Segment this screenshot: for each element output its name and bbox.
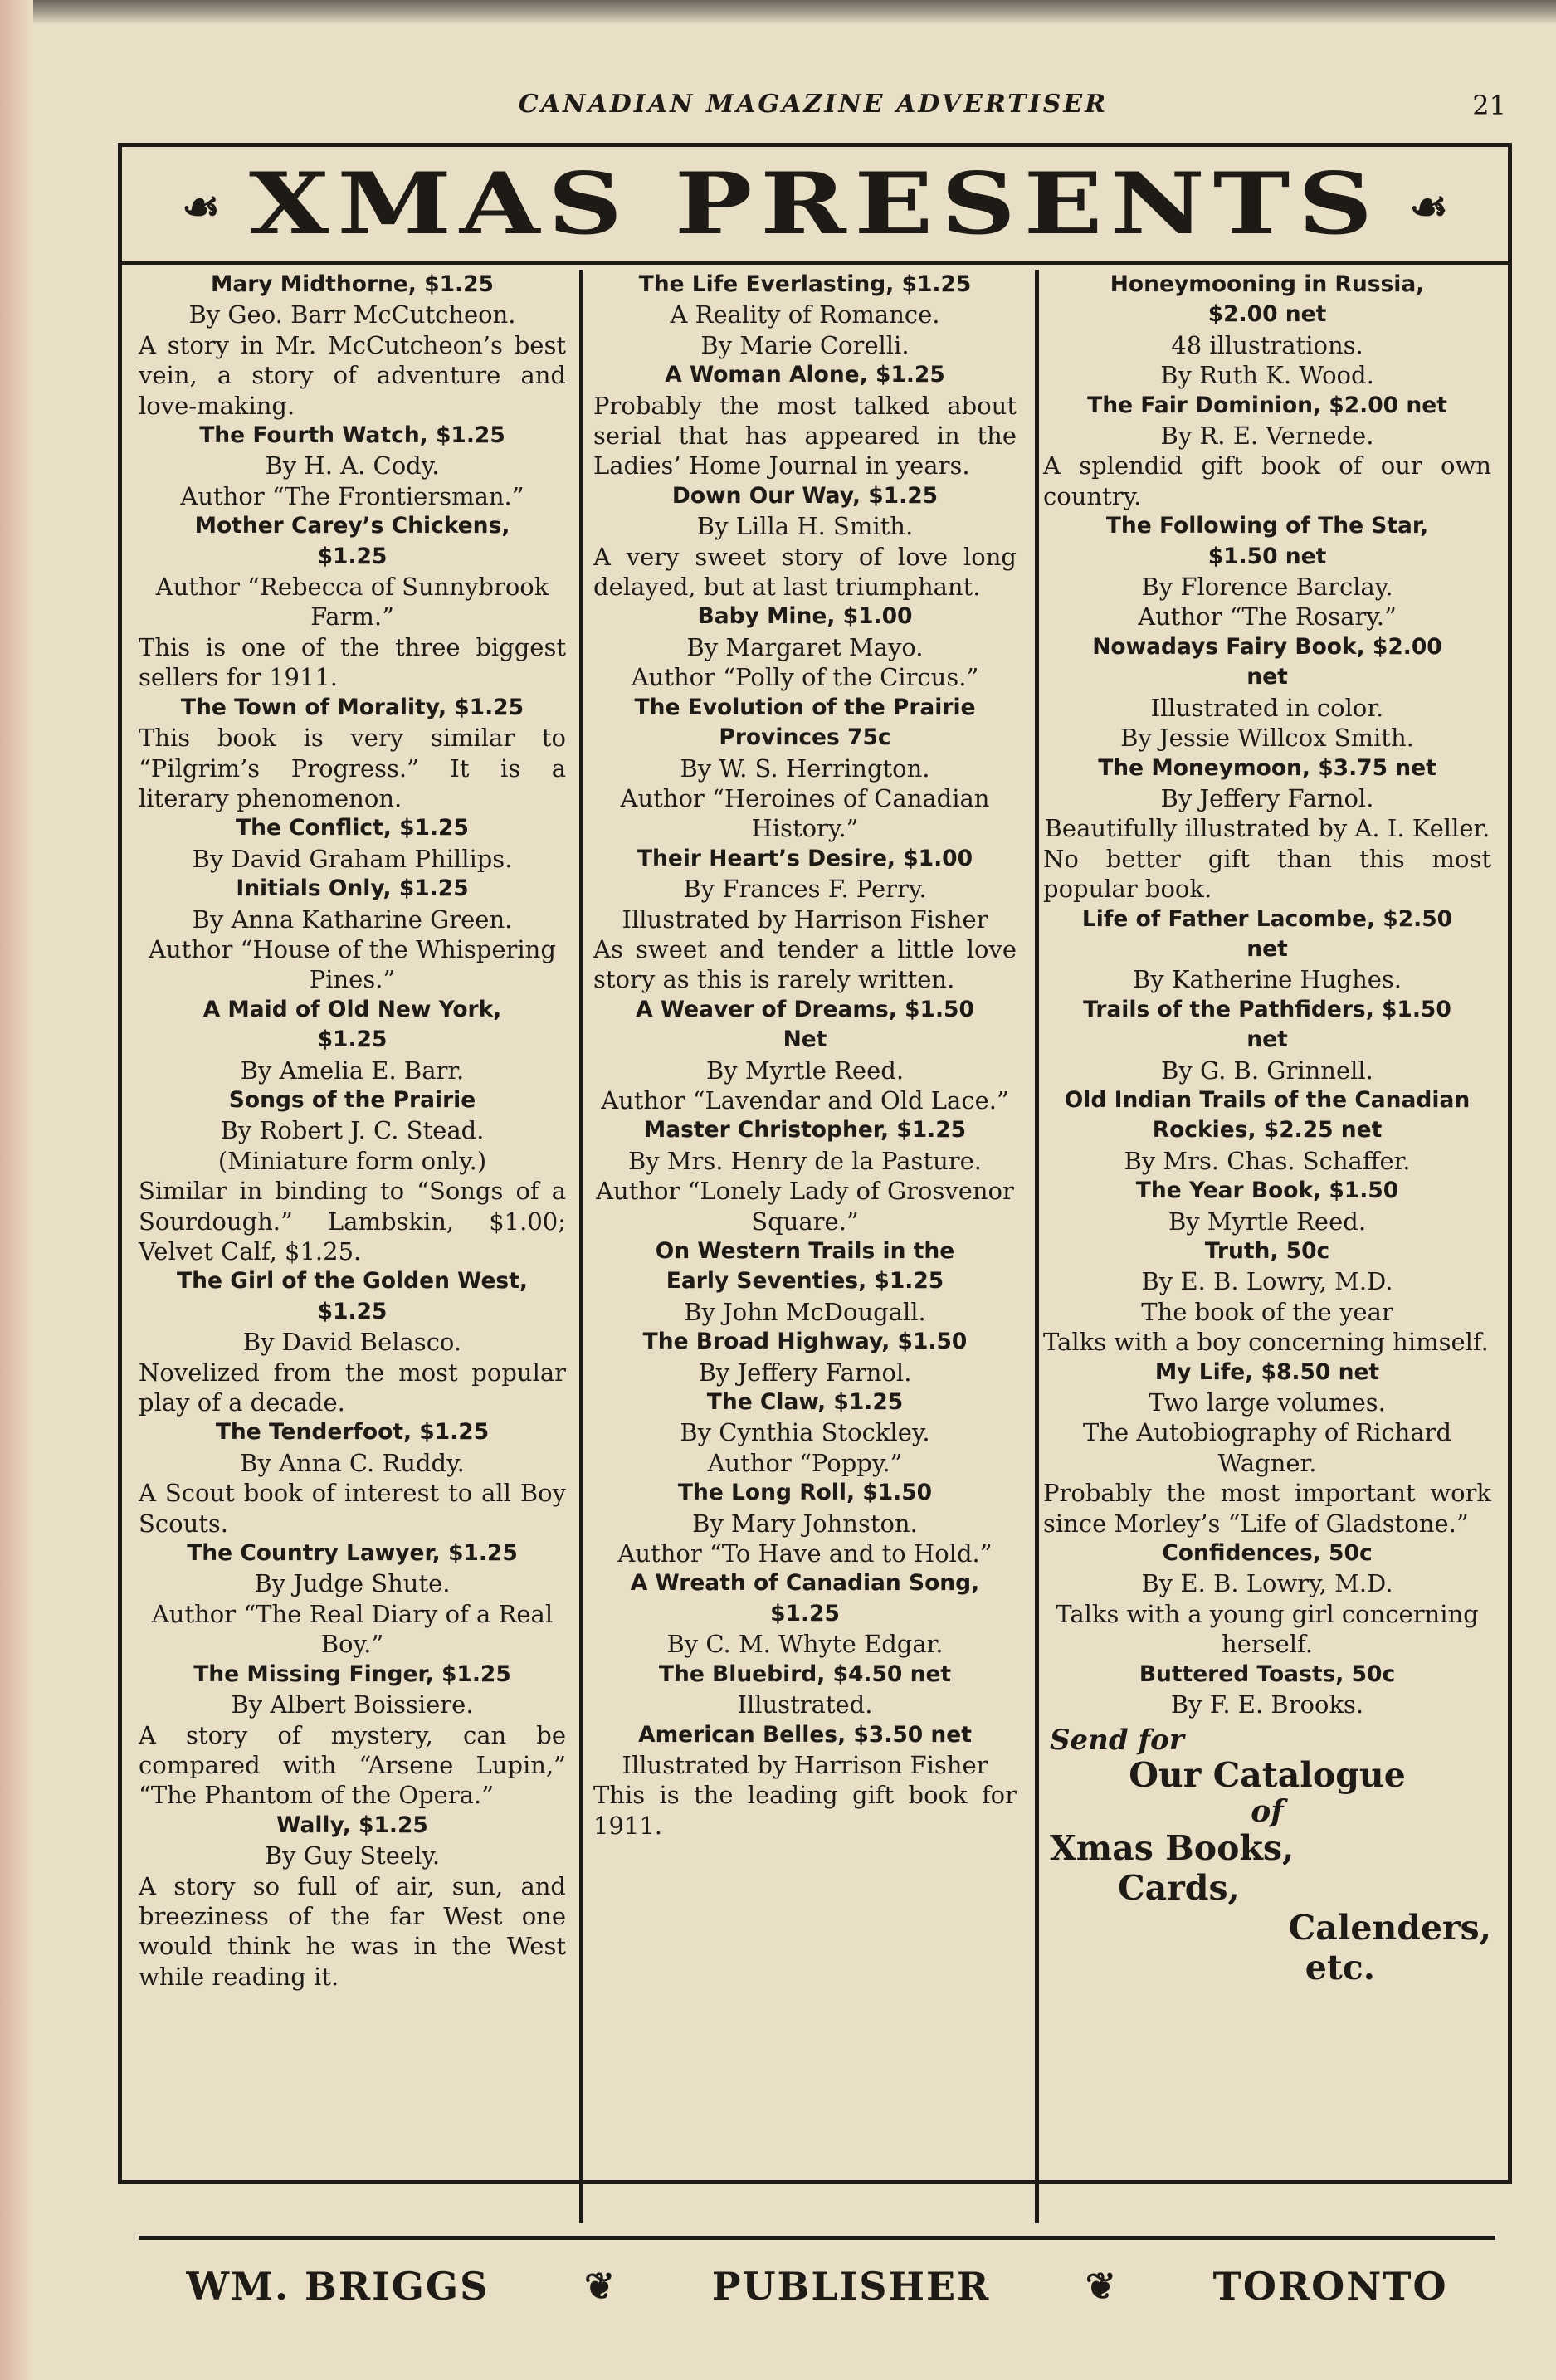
book-note: Illustrated by Harrison Fisher xyxy=(622,905,988,934)
book-author: By E. B. Lowry, M.D. xyxy=(1141,1569,1393,1598)
book-title: The Girl of the Golden West, xyxy=(177,1268,528,1295)
book-author: By Robert J. C. Stead. xyxy=(220,1116,485,1145)
page-binding-edge xyxy=(0,0,33,2380)
page-top-edge xyxy=(0,0,1556,25)
book-title: American Belles, $3.50 net xyxy=(638,1721,972,1748)
book-description: This book is very similar to “Pilgrim’s Progress.” It is a literary phenomenon. xyxy=(139,724,566,812)
book-entry xyxy=(593,844,1017,995)
book-entry xyxy=(1043,1539,1491,1660)
book-author: By E. B. Lowry, M.D. xyxy=(1141,1267,1393,1296)
book-entry xyxy=(1043,905,1491,995)
book-description: A story so full of air, sun, and breeziness of the far West one would think he was in the West while reading it. xyxy=(139,1871,566,1991)
book-title: Mary Midthorne, $1.25 xyxy=(210,271,494,297)
book-entry xyxy=(1043,1085,1491,1176)
book-title: The Following of The Star, xyxy=(1105,513,1429,539)
book-note: Author “House of the Whispering Pines.” xyxy=(149,934,556,994)
book-entry xyxy=(139,1539,566,1660)
book-entry xyxy=(593,1327,1017,1388)
book-author: By R. E. Vernede. xyxy=(1160,422,1374,451)
book-title: Confidences, 50c xyxy=(1162,1540,1373,1567)
promo-line: Calenders, xyxy=(1288,1907,1491,1948)
book-author: By Lilla H. Smith. xyxy=(696,512,914,541)
book-author: By Mrs. Henry de la Pasture. xyxy=(627,1146,983,1175)
book-title: Trails of the Pathfiders, $1.50 xyxy=(1083,996,1451,1022)
promo-line: Cards, xyxy=(1118,1867,1240,1908)
catalogue-promo xyxy=(1043,1725,1491,1987)
book-title: A Weaver of Dreams, $1.50 xyxy=(636,996,974,1022)
book-column-2 xyxy=(593,270,1017,2216)
book-author: By Amelia E. Barr. xyxy=(240,1056,465,1085)
book-title: The Country Lawyer, $1.25 xyxy=(187,1540,518,1567)
book-entry xyxy=(593,360,1017,481)
publisher-footer xyxy=(139,2245,1495,2328)
book-author: By David Belasco. xyxy=(242,1328,462,1357)
book-note: The book of the year xyxy=(1141,1297,1393,1326)
book-entry xyxy=(139,693,566,814)
book-description: A splendid gift book of our own country. xyxy=(1043,451,1491,510)
book-title-continued: net xyxy=(1246,664,1288,690)
book-description: A very sweet story of love long delayed, but at last triumphant. xyxy=(593,542,1017,602)
book-description: Similar in binding to “Songs of a Sourdough.” Lambskin, $1.00; Velvet Calf, $1.25. xyxy=(139,1177,566,1266)
book-title-continued: $1.25 xyxy=(317,543,388,569)
book-note: Author “The Real Diary of a Real Boy.” xyxy=(151,1599,554,1659)
book-author: Illustrated by Harrison Fisher xyxy=(622,1750,988,1779)
book-entry xyxy=(139,995,566,1085)
book-note: Beautifully illustrated by A. I. Keller. xyxy=(1044,814,1490,843)
book-author: By Jeffery Farnol. xyxy=(698,1358,912,1387)
book-title: Down Our Way, $1.25 xyxy=(671,482,939,509)
book-author: By John McDougall. xyxy=(684,1297,926,1326)
book-entry xyxy=(593,995,1017,1116)
book-author: By Myrtle Reed. xyxy=(1168,1207,1367,1236)
book-title: Songs of the Prairie xyxy=(228,1086,476,1113)
book-author: By Anna Katharine Green. xyxy=(192,905,513,934)
promo-line: Xmas Books, xyxy=(1050,1827,1295,1868)
book-title: The Long Roll, $1.50 xyxy=(677,1480,933,1506)
book-note: Author “The Frontiersman.” xyxy=(180,481,524,510)
book-title: Nowadays Fairy Book, $2.00 xyxy=(1092,633,1442,660)
book-title: The Fourth Watch, $1.25 xyxy=(199,422,505,449)
book-author: Illustrated. xyxy=(737,1690,873,1719)
book-entry xyxy=(593,1568,1017,1659)
book-title: The Broad Highway, $1.50 xyxy=(642,1329,968,1355)
book-author: Illustrated in color. xyxy=(1150,693,1384,722)
book-title: Truth, 50c xyxy=(1204,1238,1330,1264)
book-entry xyxy=(139,511,566,692)
book-note: By Jessie Willcox Smith. xyxy=(1120,724,1414,753)
book-column-1 xyxy=(139,270,566,2216)
shamrock-ornament-icon: ☙ xyxy=(182,182,221,232)
book-note: Author “Lonely Lady of Grosvenor Square.” xyxy=(596,1177,1014,1236)
book-title: Wally, $1.25 xyxy=(276,1812,428,1838)
promo-line: etc. xyxy=(1305,1947,1375,1987)
book-title-continued: net xyxy=(1246,935,1288,962)
book-entry xyxy=(593,1660,1017,1720)
book-entry xyxy=(1043,754,1491,905)
book-note: Author “The Rosary.” xyxy=(1138,602,1397,632)
book-entry xyxy=(1043,1358,1491,1539)
book-entry xyxy=(593,602,1017,692)
promo-line: of xyxy=(1251,1793,1284,1829)
book-entry xyxy=(1043,632,1491,754)
book-title: The Bluebird, $4.50 net xyxy=(658,1661,952,1687)
book-title: The Town of Morality, $1.25 xyxy=(180,694,524,720)
book-entry xyxy=(1043,511,1491,632)
book-description: A story in Mr. McCutcheon’s best vein, a story of adventure and love-making. xyxy=(139,330,566,420)
book-description: Probably the most important work since Morley’s “Life of Gladstone.” xyxy=(1043,1479,1491,1538)
book-entry xyxy=(1043,1236,1491,1358)
book-author: By Margaret Mayo. xyxy=(686,632,924,661)
book-entry xyxy=(1043,1660,1491,1720)
book-entry xyxy=(139,1417,566,1539)
book-title-continued: $1.25 xyxy=(317,1027,388,1053)
book-author: By H. A. Cody. xyxy=(265,451,440,480)
book-title: My Life, $8.50 net xyxy=(1154,1358,1380,1385)
book-entry xyxy=(593,270,1017,360)
book-title-continued: Provinces 75c xyxy=(719,724,891,751)
book-note: By Ruth K. Wood. xyxy=(1160,361,1374,390)
book-entry xyxy=(593,1115,1017,1236)
book-title-continued: $2.00 net xyxy=(1207,301,1327,328)
publisher-label: PUBLISHER xyxy=(711,2264,991,2309)
book-note: Author “Lavendar and Old Lace.” xyxy=(601,1085,1009,1114)
book-author: By David Graham Phillips. xyxy=(192,844,513,873)
book-entry xyxy=(139,1085,566,1266)
book-title: The Fair Dominion, $2.00 net xyxy=(1087,392,1447,418)
book-entry xyxy=(1043,1176,1491,1236)
book-title: Buttered Toasts, 50c xyxy=(1139,1661,1396,1687)
book-title: The Year Book, $1.50 xyxy=(1135,1178,1399,1204)
book-title: Mother Carey’s Chickens, xyxy=(194,513,510,539)
book-author: By Geo. Barr McCutcheon. xyxy=(188,300,516,329)
book-entry xyxy=(139,421,566,511)
book-author: By Mary Johnston. xyxy=(692,1509,918,1538)
book-title: A Woman Alone, $1.25 xyxy=(665,362,945,388)
book-entry xyxy=(139,270,566,421)
footer-rule xyxy=(139,2236,1495,2240)
book-author: 48 illustrations. xyxy=(1171,330,1363,359)
book-note: Author “Poppy.” xyxy=(707,1448,903,1477)
book-column-3 xyxy=(1043,270,1491,2216)
book-note: The Autobiography of Richard Wagner. xyxy=(1082,1418,1452,1477)
book-description: A Scout book of interest to all Boy Scouts. xyxy=(139,1479,566,1538)
book-author: By Albert Boissiere. xyxy=(231,1690,474,1719)
book-entry xyxy=(593,1388,1017,1478)
book-title: Initials Only, $1.25 xyxy=(236,875,469,902)
book-title: Life of Father Lacombe, $2.50 xyxy=(1081,905,1453,932)
book-entry xyxy=(139,1811,566,1992)
book-author: By C. M. Whyte Edgar. xyxy=(666,1630,944,1659)
promo-send-for: Send for xyxy=(1050,1723,1184,1757)
page-number: 21 xyxy=(1472,90,1506,121)
book-author: Two large volumes. xyxy=(1149,1388,1386,1417)
book-title: The Conflict, $1.25 xyxy=(236,815,469,841)
book-entry xyxy=(139,1266,566,1417)
book-author: By Cynthia Stockley. xyxy=(680,1418,930,1447)
book-note: Author “To Have and to Hold.” xyxy=(617,1539,993,1568)
book-author: By Anna C. Ruddy. xyxy=(240,1448,465,1477)
book-author: By Jeffery Farnol. xyxy=(1160,783,1374,812)
shamrock-ornament-icon: ☙ xyxy=(1409,182,1448,232)
leaf-ornament-icon: ❦ xyxy=(584,2265,617,2308)
book-entry xyxy=(1043,270,1491,391)
book-entry xyxy=(593,1236,1017,1327)
book-title: The Missing Finger, $1.25 xyxy=(193,1661,511,1687)
book-entry xyxy=(593,481,1017,602)
book-list xyxy=(1043,270,1491,1720)
book-author: Author “Rebecca of Sunnybrook Farm.” xyxy=(155,573,549,632)
running-head: CANADIAN MAGAZINE ADVERTISER xyxy=(518,90,1109,119)
book-title: The Evolution of the Prairie xyxy=(634,694,976,720)
book-title: The Moneymoon, $3.75 net xyxy=(1098,754,1436,781)
book-title: The Claw, $1.25 xyxy=(706,1389,904,1416)
book-title: On Western Trails in the xyxy=(655,1238,955,1264)
book-title: A Maid of Old New York, xyxy=(202,996,502,1022)
book-description: Talks with a boy concerning himself. xyxy=(1043,1328,1489,1357)
banner xyxy=(122,147,1508,265)
book-title-continued: Early Seventies, $1.25 xyxy=(666,1268,944,1295)
book-title: A Wreath of Canadian Song, xyxy=(630,1570,980,1597)
book-description: A story of mystery, can be compared with “Arsene Lupin,” “The Phantom of the Opera.” xyxy=(139,1720,566,1810)
publisher-name: WM. BRIGGS xyxy=(186,2264,490,2309)
book-author: By Judge Shute. xyxy=(254,1569,451,1598)
book-author: By Katherine Hughes. xyxy=(1132,965,1402,994)
book-entry xyxy=(1043,995,1491,1085)
publisher-city: TORONTO xyxy=(1212,2264,1448,2309)
book-entry xyxy=(139,1660,566,1811)
book-title: Their Heart’s Desire, $1.00 xyxy=(637,845,973,871)
promo-line: Our Catalogue xyxy=(1129,1754,1406,1795)
book-columns xyxy=(139,270,1491,2216)
book-description: No better gift than this most popular book. xyxy=(1043,844,1491,904)
book-author: By F. E. Brooks. xyxy=(1170,1690,1364,1719)
book-author: By W. S. Herrington. xyxy=(680,754,930,783)
book-entry xyxy=(139,813,566,874)
book-note: Author “Heroines of Canadian History.” xyxy=(620,783,990,843)
book-description: Probably the most talked about serial that has appeared in the Ladies’ Home Journal in years. xyxy=(593,391,1017,480)
book-description: This is the leading gift book for 1911. xyxy=(593,1781,1017,1840)
book-entry xyxy=(593,693,1017,844)
book-description: As sweet and tender a little love story as this is rarely written. xyxy=(593,934,1017,994)
banner-title: XMAS PRESENTS xyxy=(249,154,1381,254)
book-description: Novelized from the most popular play of a decade. xyxy=(139,1358,566,1417)
advertisement-frame xyxy=(118,143,1512,2309)
book-author: By Myrtle Reed. xyxy=(705,1056,905,1085)
book-author: A Reality of Romance. xyxy=(670,300,940,329)
book-author: By Frances F. Perry. xyxy=(683,875,927,904)
book-title: Old Indian Trails of the Canadian Rockies, $2.25 net xyxy=(1064,1086,1471,1144)
book-author: By Mrs. Chas. Schaffer. xyxy=(1124,1146,1411,1175)
book-entry xyxy=(1043,391,1491,512)
book-title: Master Christopher, $1.25 xyxy=(643,1117,967,1144)
book-title-continued: net xyxy=(1246,1027,1288,1053)
book-title-continued: $1.25 xyxy=(770,1600,840,1626)
book-title: Honeymooning in Russia, xyxy=(1110,271,1425,297)
book-entry xyxy=(593,1720,1017,1841)
book-note: Talks with a young girl concerning herself. xyxy=(1056,1599,1479,1659)
book-title: The Life Everlasting, $1.25 xyxy=(638,271,972,297)
book-title-continued: $1.50 net xyxy=(1207,543,1327,569)
book-note: By Marie Corelli. xyxy=(700,330,910,359)
book-note: Author “Polly of the Circus.” xyxy=(631,663,979,692)
book-entry xyxy=(139,874,566,995)
book-author: By Florence Barclay. xyxy=(1141,573,1393,602)
book-note: (Miniature form only.) xyxy=(217,1146,487,1175)
book-author: By G. B. Grinnell. xyxy=(1161,1056,1373,1085)
leaf-ornament-icon: ❦ xyxy=(1085,2265,1118,2308)
book-title-continued: $1.25 xyxy=(317,1298,388,1324)
book-description: This is one of the three biggest sellers for 1911. xyxy=(139,632,566,692)
book-author: By Guy Steely. xyxy=(264,1841,441,1870)
book-entry xyxy=(593,1478,1017,1568)
book-title-continued: Net xyxy=(783,1027,827,1053)
book-title: Baby Mine, $1.00 xyxy=(697,603,913,630)
book-title: The Tenderfoot, $1.25 xyxy=(215,1419,490,1446)
